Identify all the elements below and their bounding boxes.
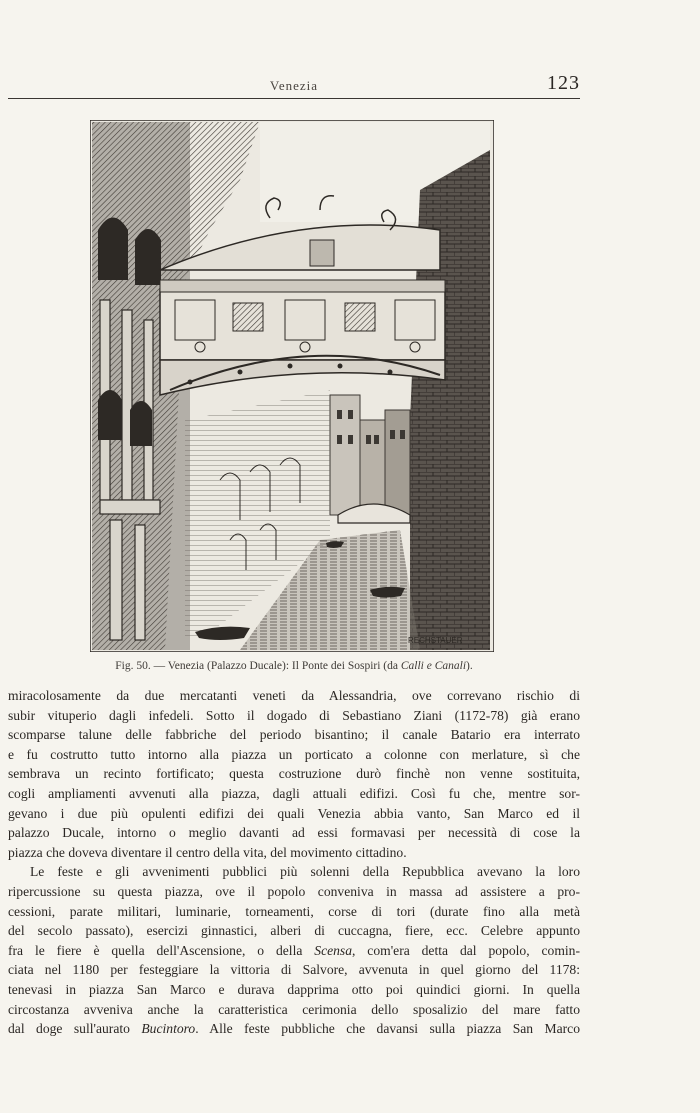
figure-caption	[8, 660, 580, 672]
page-header	[8, 68, 580, 99]
running-title: Venezia	[269, 78, 319, 93]
text-fragment: dal doge sull'aurato	[8, 1021, 142, 1037]
figure-engraving	[90, 120, 494, 652]
text-line: gevano i due più opulenti edifizi dei quali Venezia abbia vanto, San Marco ed il	[8, 805, 580, 821]
text-fragment: , com'era detta dal popolo, comin-	[352, 942, 580, 958]
body-text	[8, 686, 580, 1039]
caption-source: Calli e Canali	[400, 660, 467, 672]
text-line: cogli ampliamenti avvenuti alla piazza, dagli attuali edifizi. Così fu che, mentre sor-	[8, 785, 580, 801]
page-number: 123	[547, 72, 580, 94]
caption-prefix: Fig. 50. — Venezia (Palazzo Ducale): Il Ponte dei Sospiri (da	[115, 660, 401, 672]
text-line-with-italic	[8, 941, 580, 961]
text-line: e fu costrutto tutto intorno alla piazza un porticato a colonne con merlature, sì che	[8, 746, 580, 762]
caption-suffix: ).	[466, 660, 473, 672]
bridge-of-sighs-illustration	[90, 120, 494, 652]
text-line: cessioni, parate militari, luminarie, torneamenti, corse di tori (durate fino alla metà	[8, 903, 580, 919]
text-fragment: fra le fiere è quella dell'Ascensione, o della	[8, 942, 315, 958]
text-line: del secolo passato), esercizi ginnastici, alberi di cuccagna, fiere, ecc. Celebre appunto	[8, 923, 580, 939]
text-line: ciata nel 1180 per festeggiare la vittoria di Salvore, avvenuta in quel giorno del 1178:	[8, 962, 580, 978]
text-line: ripercussione su questa piazza, ove il popolo conveniva in massa ad assistere a pro-	[8, 883, 580, 899]
text-line: miracolosamente da due mercatanti veneti da Alessandria, ove correvano rischio di	[8, 688, 580, 703]
text-line-with-italic	[8, 1019, 580, 1039]
text-line: sembrava un recinto fortificato; questa costruzione durò finchè non venne sostituita,	[8, 766, 580, 782]
italic-term-bucintoro: Bucintoro	[141, 1021, 196, 1037]
text-line: subir vituperio dagli infedeli. Sotto il dogado di Sebastiano Ziani (1172-78) già erano	[8, 707, 580, 723]
text-line: piazza che doveva diventare il centro della vita, del movimento cittadino.	[8, 844, 407, 860]
text-line: Le feste e gli avvenimenti pubblici più solenni della Repubblica avevano la loro	[30, 864, 580, 880]
text-line: palazzo Ducale, intorno o meglio davanti ad essi formavasi per necessità di cose la	[8, 825, 580, 841]
text-fragment: . Alle feste pubbliche che davansi sulla piazza San Marco	[195, 1021, 581, 1037]
italic-term-scensa: Scensa	[314, 942, 353, 958]
text-line: scomparse talune delle fabbriche del periodo bisantino; il canale Batario era interrato	[8, 727, 580, 743]
text-line: circostanza avveniva anche la caratteristica cerimonia dello sposalizio del mare fatto	[8, 1001, 580, 1017]
engraver-signature: RECHSTAUER	[408, 636, 463, 645]
text-line: tenevasi in piazza San Marco e durava dapprima otto poi quindici giorni. In quella	[8, 981, 580, 997]
